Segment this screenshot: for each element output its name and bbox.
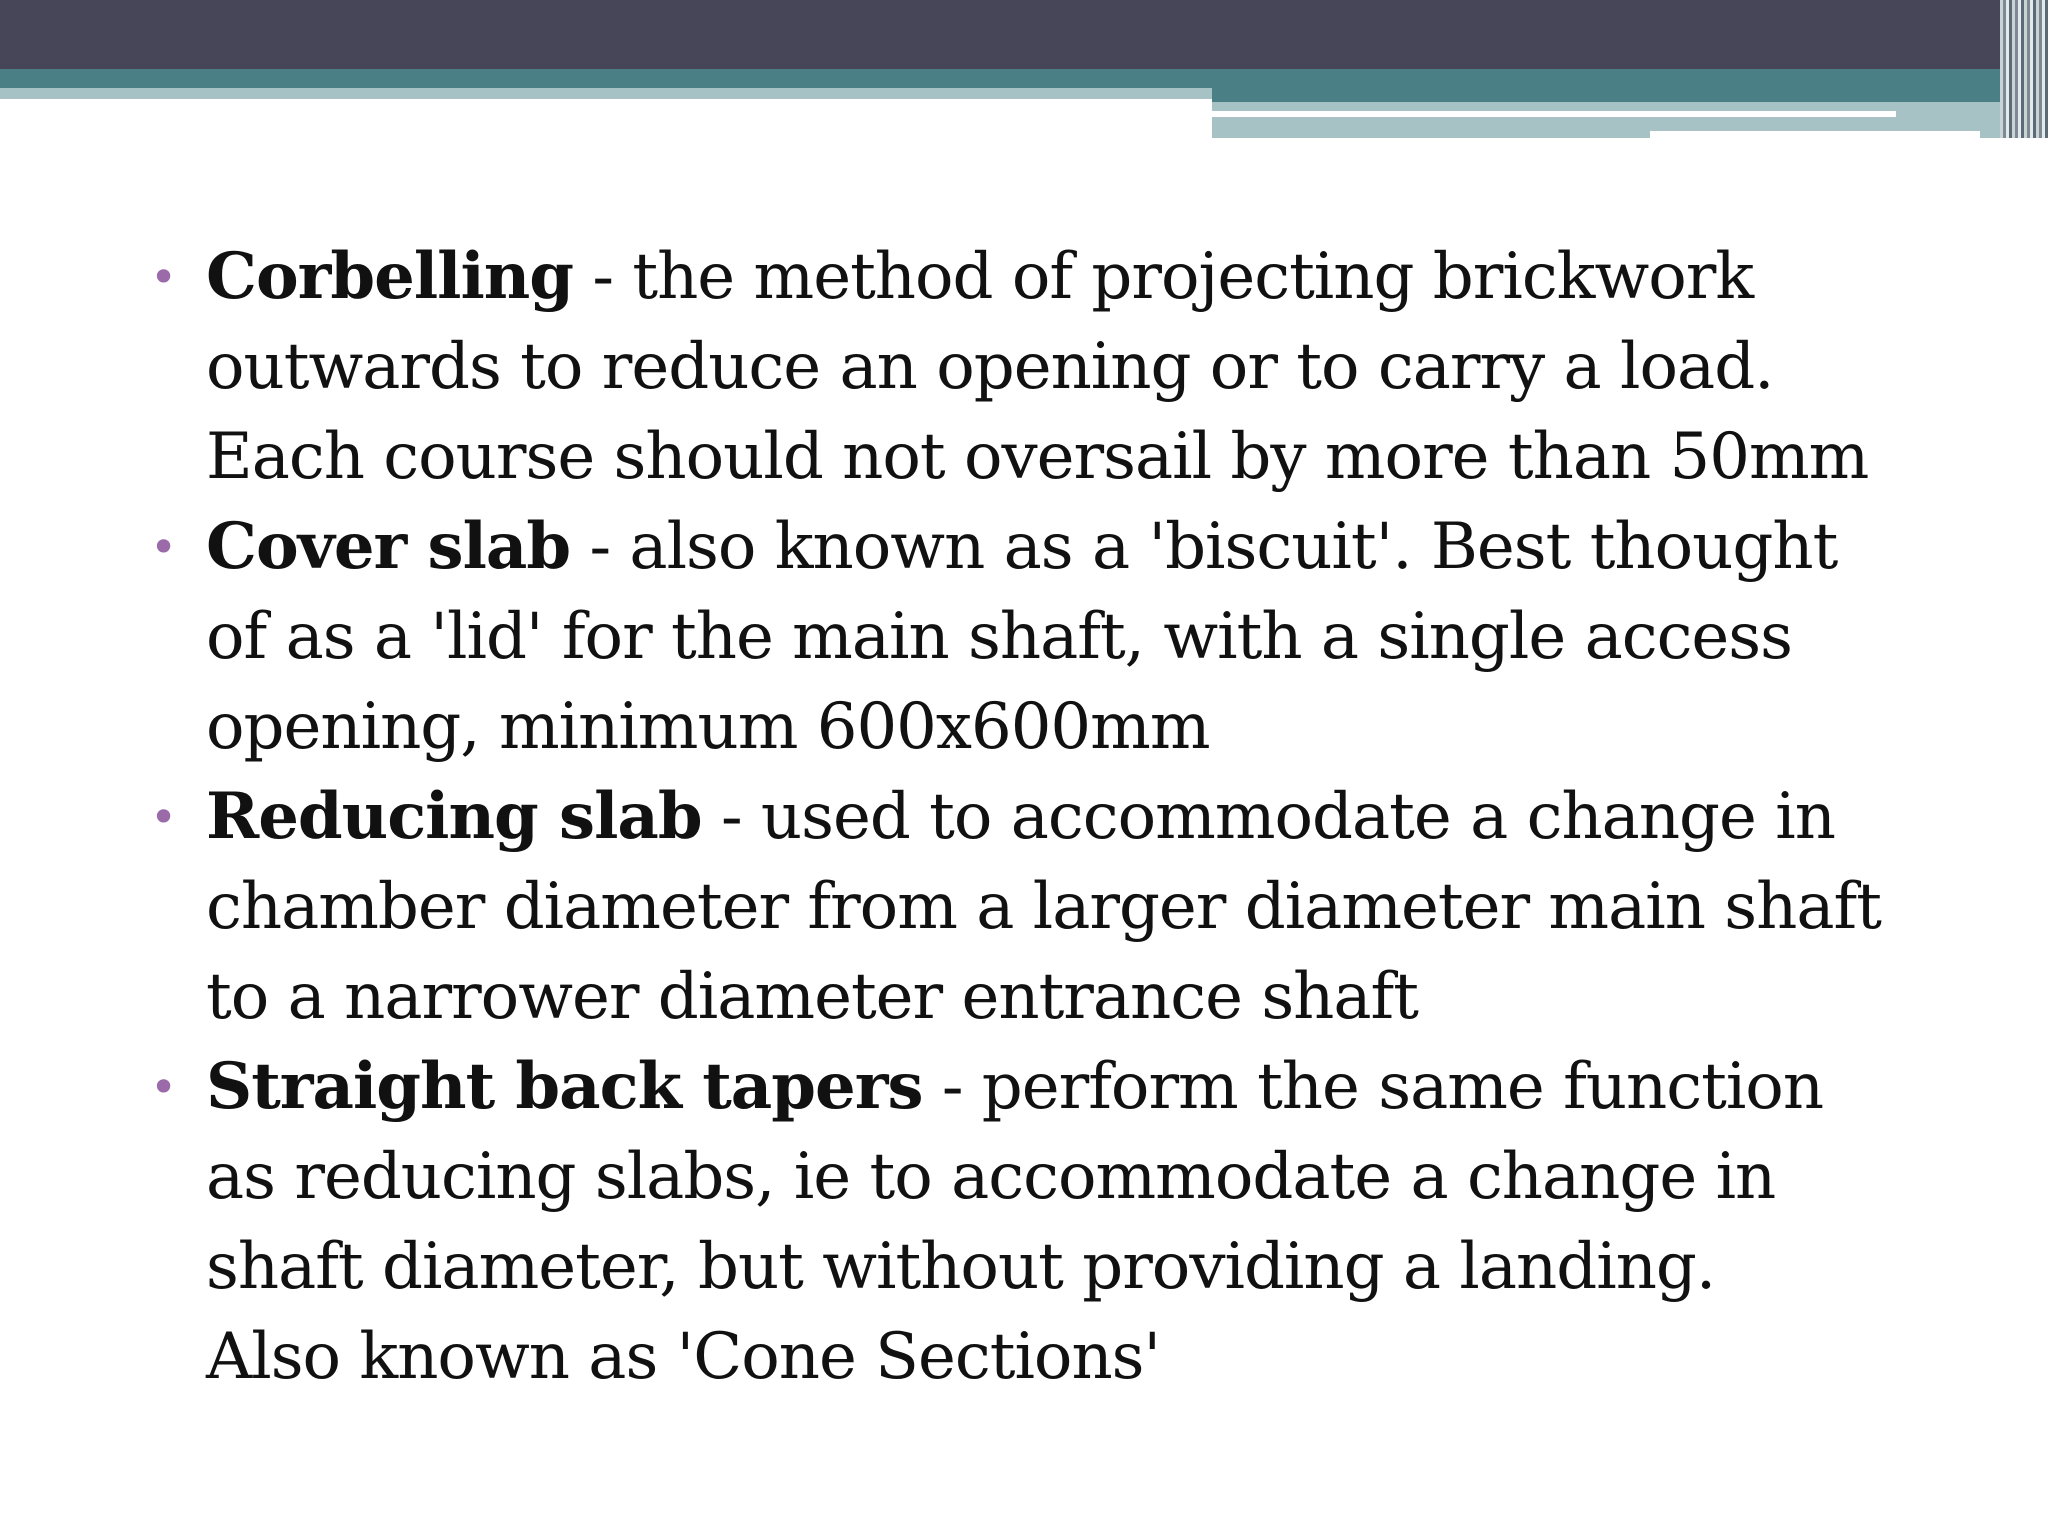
header-accent-line	[1650, 131, 1980, 138]
bullet-text: - the method of projecting brickwork	[573, 240, 1754, 314]
header-accent-line	[1212, 111, 1896, 117]
bullet-line: Also known as 'Cone Sections'	[206, 1320, 1161, 1394]
header-band-teal-right	[1212, 88, 2048, 102]
bullet-icon: •	[150, 250, 177, 304]
bullet-line: chamber diameter from a larger diameter main shaft	[206, 870, 1881, 944]
bullet-term: Straight back tapers	[206, 1049, 923, 1124]
bullet-item-reducing-slab	[146, 772, 1946, 1042]
bullet-line: to a narrower diameter entrance shaft	[206, 960, 1418, 1034]
bullet-line: shaft diameter, but without providing a landing.	[206, 1230, 1716, 1304]
header-band-dark	[0, 0, 2048, 69]
bullet-item-straight-back-tapers	[146, 1042, 1946, 1402]
header-band-teal	[0, 69, 2048, 88]
bullet-icon: •	[150, 1060, 177, 1114]
bullet-line: opening, minimum 600x600mm	[206, 690, 1210, 764]
bullet-list	[146, 232, 1946, 1402]
bullet-term: Corbelling	[206, 239, 574, 314]
bullet-line	[206, 772, 1946, 862]
bullet-line	[206, 502, 1946, 592]
bullet-line: as reducing slabs, ie to accommodate a change in	[206, 1140, 1776, 1214]
bullet-line: Each course should not oversail by more than 50mm	[206, 420, 1869, 494]
bullet-term: Cover slab	[206, 509, 571, 584]
bullet-text: - used to accommodate a change in	[701, 780, 1835, 854]
header-edge-stripes	[2000, 0, 2048, 138]
bullet-line: of as a 'lid' for the main shaft, with a single access	[206, 600, 1792, 674]
bullet-line	[206, 232, 1946, 322]
bullet-text: - also known as a 'biscuit'. Best thought	[570, 510, 1838, 584]
bullet-term: Reducing slab	[206, 779, 702, 854]
slide-body	[146, 232, 1946, 1402]
bullet-line: outwards to reduce an opening or to carry a load.	[206, 330, 1774, 404]
bullet-item-cover-slab	[146, 502, 1946, 772]
bullet-text: - perform the same function	[922, 1050, 1824, 1124]
bullet-item-corbelling	[146, 232, 1946, 502]
header-band-light-left	[0, 88, 1212, 99]
bullet-line	[206, 1042, 1946, 1132]
bullet-icon: •	[150, 520, 177, 574]
bullet-icon: •	[150, 790, 177, 844]
